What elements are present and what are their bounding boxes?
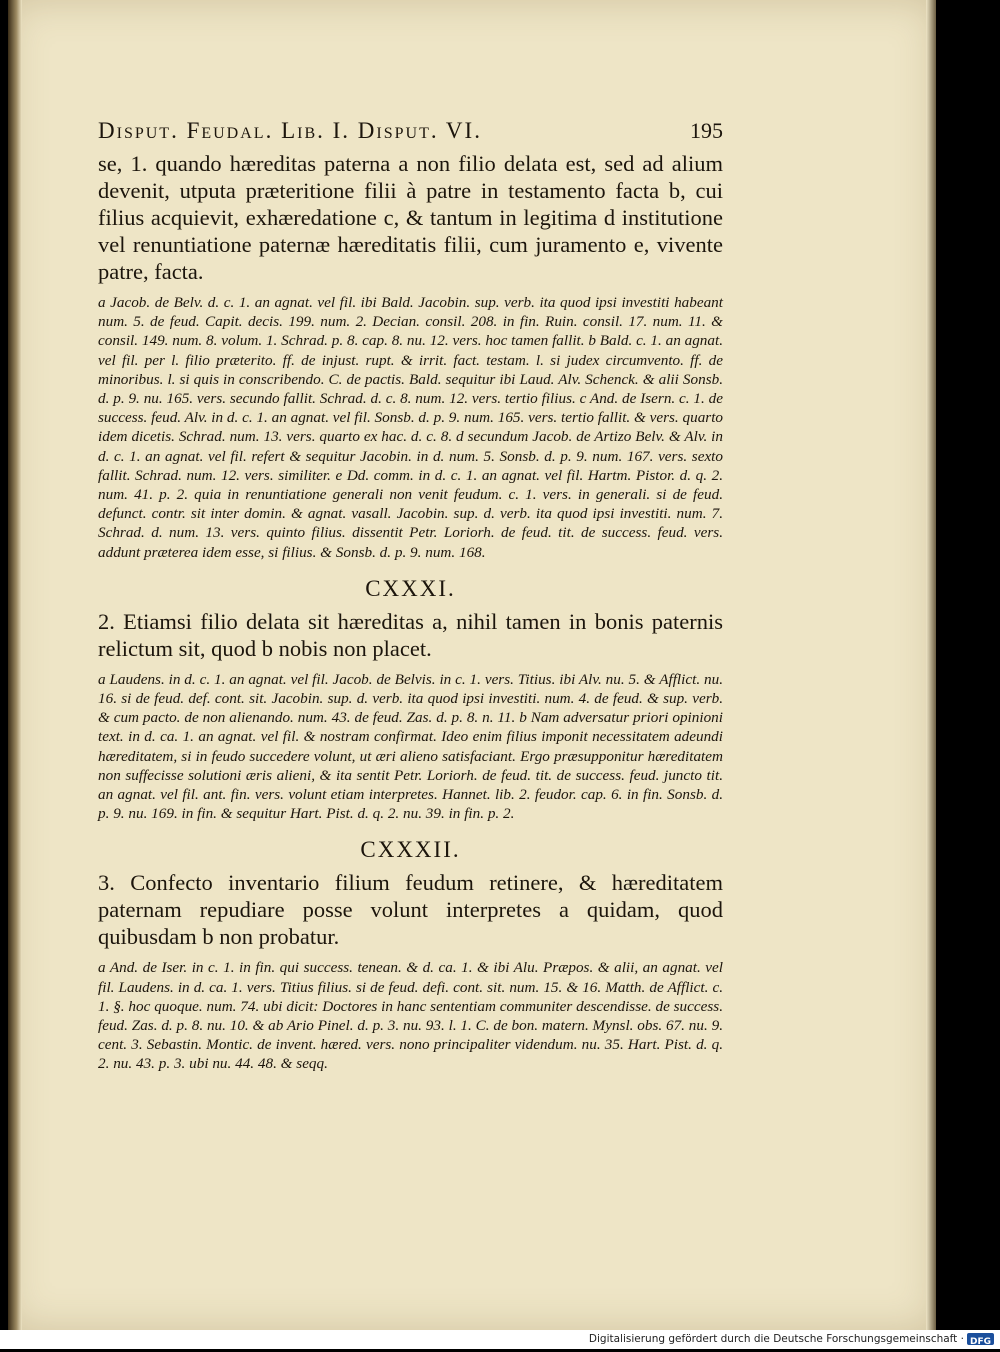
- book-page: [8, 0, 936, 1330]
- section-heading-cxxxi: CXXXI.: [365, 575, 456, 601]
- footnotes-block-3: a And. de Iser. in c. 1. in fin. qui success. tenean. & d. ca. 1. & ibi Alu. Præpos. & alii, an agnat. vel fil. Laudens. in d. ca. 1. vers. Titius filius. si de feud. defi. cont. sit. num. 15. & 16. Matth. de Afflict. c. 1. §. hoc quoque. num. 74. ubi dicit: Doctores in hanc sententiam communiter descendisse. de success. feud. Zas. d. p. 8. nu. 10. & ab Ario Pinel. d. p. 3. nu. 93. l. 1. C. de bon. matern. Mynsl. obs. 67. nu. 9. cent. 3. Sebastin. Montic. de invent. hæred. vers. nono principaliter videndum. nu. 35. Hart. Pist. d. q. 2. nu. 43. p. 3. ubi nu. 44. 48. & seqq.: [98, 959, 723, 1073]
- running-header: [98, 118, 723, 144]
- funding-credit: Digitalisierung gefördert durch die Deutsche Forschungsgemeinschaft ·: [588, 1333, 964, 1345]
- section-heading-cxxxii: CXXXII.: [360, 837, 461, 863]
- main-text-paragraph-3: 3. Confecto inventario filium feudum retinere, & hæreditatem paternam repudiare posse volunt interpretes a quidam, quod quibusdam b non probatur.: [98, 870, 723, 950]
- digitization-footer: [0, 1330, 1000, 1349]
- dfg-logo-icon: DFG: [967, 1333, 994, 1345]
- page-content: [98, 118, 723, 1074]
- main-text-paragraph-2: 2. Etiamsi filio delata sit hæreditas a, nihil tamen in bonis paternis relictum sit, quod b nobis non placet.: [98, 608, 723, 661]
- page-edge-shadow: [926, 0, 936, 1330]
- footnotes-block-2: a Laudens. in d. c. 1. an agnat. vel fil. Jacob. de Belvis. in c. 1. vers. Titius. ibi Alv. nu. 5. & Afflict. nu. 16. si de feud. def. cont. sit. Jacobin. sup. d. verb. ita quod ipsi investiti. num. 4. de feud. & sup. verb. & cum pacto. de non alienando. num. 43. de feud. Zas. d. p. 8. n. 11. b Nam adversatur priori opinioni text. in d. ca. 1. an agnat. vel fil. & nostram confirmat. Ideo enim filius imponit necessitatem adeundi hæreditatem, si in feudo succedere volunt, ut æri alieno satisfaciant. Ergo præsupponitur hæreditatem non suffecisse solutioni æris alieni, & ita sentit Petr. Loriorh. de feud. tit. de success. feud. juncto tit. an agnat. vel fil. ant. fin. vers. volunt etiam interpretes. Hannet. lib. 2. feudor. cap. 6. in fin. Sonsb. d. p. 9. nu. 169. in fin. & sequitur Hart. Pist. d. q. 2. nu. 39. in fin. p. 2.: [98, 670, 723, 823]
- running-title: Disput. Feudal. Lib. I. Disput. VI.: [98, 118, 482, 143]
- book-spine-shadow: [8, 0, 22, 1330]
- main-text-paragraph-1: se, 1. quando hæreditas paterna a non filio delata est, sed ad alium devenit, utputa præteritione filii à patre in testamento facta b, cui filius acquievit, exhæredatione c, & tantum in legitima d institutione vel renuntiatione paternæ hæreditatis filii, cum juramento e, vivente patre, facta.: [98, 151, 723, 284]
- footnotes-block-1: a Jacob. de Belv. d. c. 1. an agnat. vel fil. ibi Bald. Jacobin. sup. verb. ita quod ipsi investiti habeant num. 5. de feud. Capit. decis. 199. num. 2. Decian. consil. 208. in fin. Ruin. consil. 17. num. 11. & consil. 149. num. 8. volum. 1. Schrad. p. 8. cap. 8. nu. 12. vers. hoc tamen fallit. b Bald. c. 1. an agnat. vel fil. per l. filio præterito. ff. de injust. rupt. & irrit. fact. testam. l. si judex circumvento. ff. de minoribus. l. si quis in conscribendo. C. de pactis. Bald. sequitur ibi Laud. Alv. Schenck. & alii Sonsb. d. p. 9. nu. 165. vers. secundo fallit. Schrad. d. c. 8. num. 12. vers. tertio filius. c And. de Isern. c. 1. de success. feud. Alv. in d. c. 1. an agnat. vel fil. Sonsb. d. p. 9. num. 165. vers. tertio fallit. & vers. quarto idem dicetis. Schrad. num. 13. vers. quarto ex hac. d. c. 8. d secundum Jacob. de Artizo Belv. & Alv. in d. c. 1. an agnat. vel fil. refert & sequitur Jacobin. in d. num. 5. Sonsb. d. p. 9. num. 167. vers. sexto fallit. Schrad. num. 12. vers. similiter. e Dd. comm. in d. c. 1. an agnat. vel fil. Hartm. Pistor. d. q. 2. num. 41. p. 2. quia in renuntiatione generali non venit feudum. c. 1. vers. in generali. si de feud. defunct. contr. sit inter domin. & agnat. vasall. Jacobin. sup. d. verb. ita quod ipsi investiti. num. 7. Schrad. d. num. 13. vers. quinto filius. dissentit Petr. Loriorh. de feud. tit. de success. feud. vers. addunt præterea idem esse, si filius. & Sonsb. d. p. 9. num. 168.: [98, 294, 724, 561]
- page-number: 195: [690, 118, 723, 143]
